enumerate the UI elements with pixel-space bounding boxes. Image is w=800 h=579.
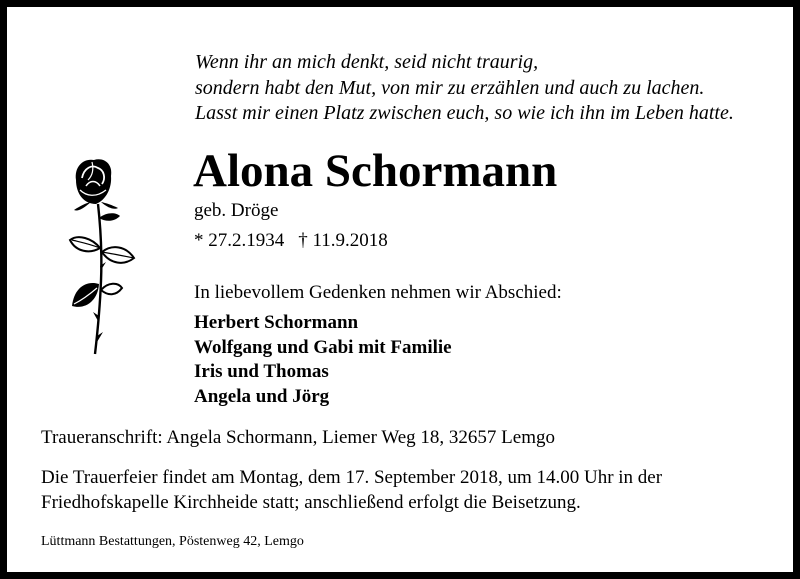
death-date: † 11.9.2018 <box>298 230 388 251</box>
maiden-name: geb. Dröge <box>194 200 279 221</box>
poem-line: Lasst mir einen Platz zwischen euch, so wie ich ihn im Leben hatte. <box>195 102 734 124</box>
poem-line: Wenn ihr an mich denkt, seid nicht traurig, <box>195 51 539 73</box>
mourners-list <box>194 311 452 409</box>
mourner-entry: Wolfgang und Gabi mit Familie <box>194 336 452 358</box>
poem-line: sondern habt den Mut, von mir zu erzählen und auch zu lachen. <box>195 76 705 99</box>
life-dates <box>194 229 388 253</box>
mourner-entry: Iris und Thomas <box>194 361 329 382</box>
funeral-service-info <box>41 465 662 515</box>
rose-icon <box>64 156 144 356</box>
birth-date: * 27.2.1934 <box>194 230 285 251</box>
poem <box>195 50 734 127</box>
mourning-address: Traueranschrift: Angela Schormann, Liemer Weg 18, 32657 Lemgo <box>41 427 555 448</box>
undertaker-info: Lüttmann Bestattungen, Pöstenweg 42, Lemgo <box>41 534 304 549</box>
mourner-entry: Herbert Schormann <box>194 312 359 333</box>
service-line: Die Trauerfeier findet am Montag, dem 17. September 2018, um 14.00 Uhr in der <box>41 467 663 488</box>
farewell-text: In liebevollem Gedenken nehmen wir Abschied: <box>194 282 562 303</box>
deceased-name: Alona Schormann <box>193 145 558 197</box>
mourner-entry: Angela und Jörg <box>194 385 330 407</box>
service-line: Friedhofskapelle Kirchheide statt; anschließend erfolgt die Beisetzung. <box>41 492 581 513</box>
